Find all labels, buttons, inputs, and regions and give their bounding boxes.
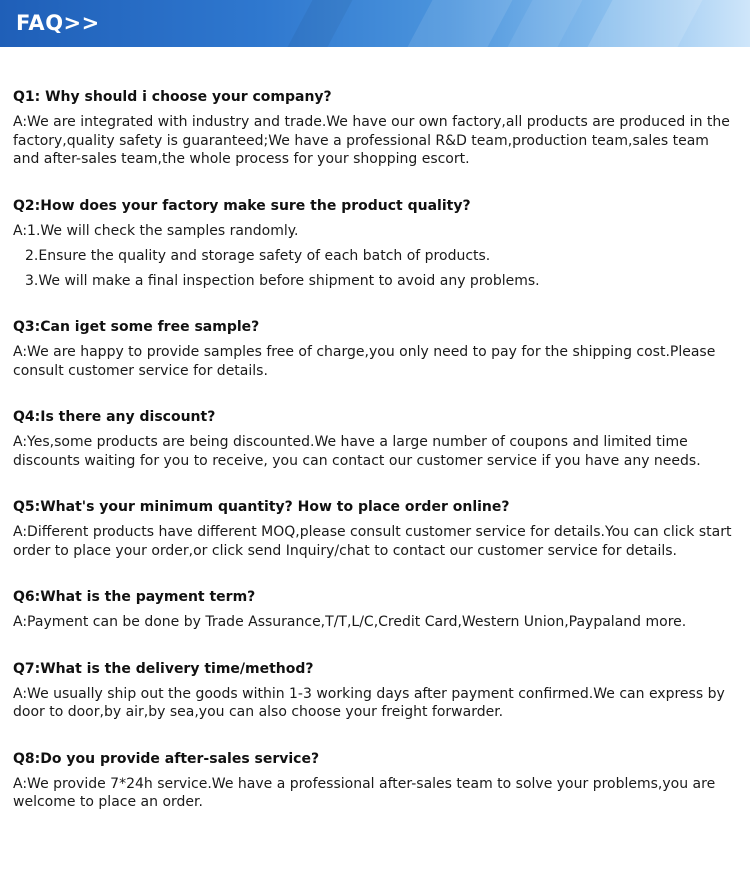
- question-2: Q2:How does your factory make sure the product quality?: [13, 197, 471, 214]
- faq-item-5: [13, 497, 739, 560]
- faq-item-2: [13, 196, 739, 291]
- answer-4: A:Yes,some products are being discounted.We have a large number of coupons and limited time discounts waiting for you to receive, you can contact our customer service if you have any needs.: [13, 434, 701, 469]
- banner-decoration: [408, 0, 513, 47]
- question-5: Q5:What's your minimum quantity? How to place order online?: [13, 499, 510, 515]
- faq-header-banner: [0, 0, 750, 47]
- question-4: Q4:Is there any discount?: [13, 409, 216, 425]
- question-3: Q3:Can iget some free sample?: [13, 319, 260, 335]
- faq-list: [13, 87, 739, 839]
- answer-2-step-1: A:1.We will check the samples randomly.: [13, 222, 299, 239]
- faq-item-8: [13, 749, 739, 812]
- faq-item-6: [13, 587, 739, 632]
- answer-3: A:We are happy to provide samples free of charge,you only need to pay for the shipping cost.Please consult customer service for details.: [13, 344, 716, 379]
- answer-6: A:Payment can be done by Trade Assurance,T/T,L/C,Credit Card,Western Union,Paypaland more.: [13, 614, 687, 630]
- banner-decoration: [288, 0, 353, 47]
- faq-item-1: [13, 87, 739, 169]
- banner-decoration: [588, 0, 703, 47]
- faq-item-7: [13, 659, 739, 722]
- answer-8: A:We provide 7*24h service.We have a professional after-sales team to solve your problems,you are welcome to place an order.: [13, 775, 716, 810]
- faq-item-4: [13, 407, 739, 470]
- answer-2: [13, 222, 739, 291]
- question-8: Q8:Do you provide after-sales service?: [13, 750, 320, 767]
- question-6: Q6:What is the payment term?: [13, 589, 256, 605]
- question-7: Q7:What is the delivery time/method?: [13, 660, 314, 677]
- banner-decoration: [508, 0, 583, 47]
- answer-1: A:We are integrated with industry and trade.We have our own factory,all products are produced in the factory,quality safety is guaranteed;We have a professional R&D team,production team,sales team and after-sales team,the whole process for your shopping escort.: [13, 114, 730, 167]
- page-title: FAQ>>: [16, 11, 100, 35]
- answer-2-step-3: 3.We will make a final inspection before shipment to avoid any problems.: [25, 272, 540, 289]
- question-1: Q1: Why should i choose your company?: [13, 89, 332, 105]
- answer-5: A:Different products have different MOQ,please consult customer service for details.You can click start order to place your order,or click send Inquiry/chat to contact our customer service for details.: [13, 524, 732, 559]
- answer-7: A:We usually ship out the goods within 1-3 working days after payment confirmed.We can express by door to door,by air,by sea,you can also choose your freight forwarder.: [13, 685, 725, 720]
- answer-2-step-2: 2.Ensure the quality and storage safety of each batch of products.: [25, 247, 491, 264]
- faq-item-3: [13, 317, 739, 380]
